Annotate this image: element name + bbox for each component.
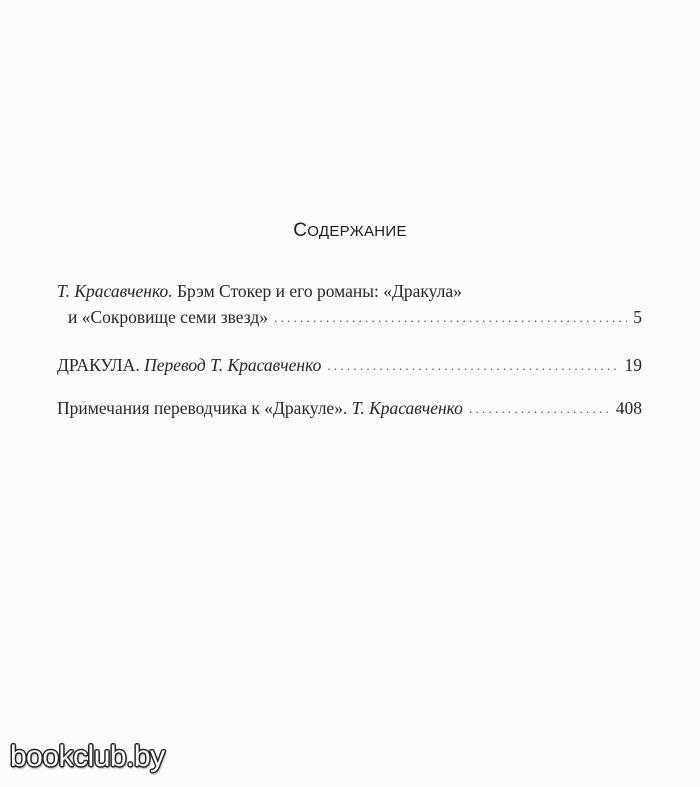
toc-entry-line <box>57 304 642 330</box>
toc-entry-translator: Перевод Т. Красавченко <box>144 355 322 375</box>
toc-entry-title: Брэм Стокер и его романы: «Дракула» <box>176 281 462 301</box>
toc-entry-line <box>57 278 642 304</box>
toc-entry-page: 408 <box>615 398 642 418</box>
watermark-logo: bookclub.by <box>10 740 165 773</box>
toc-entry-novel <box>57 352 642 378</box>
toc-entry-page: 5 <box>633 307 642 327</box>
toc-entry-author: Т. Красавченко <box>351 398 463 418</box>
leader-dots <box>469 396 610 422</box>
toc-heading <box>0 220 700 242</box>
toc-entry-line <box>57 395 642 421</box>
toc-entry-notes <box>57 395 642 421</box>
toc-heading-initial: С <box>293 220 308 241</box>
toc-entry-title: Примечания переводчика к «Дракуле». <box>57 398 348 418</box>
toc-heading-rest: ОДЕРЖАНИЕ <box>307 223 407 240</box>
leader-dots <box>327 353 618 379</box>
leader-dots <box>274 305 627 331</box>
toc-entry-line <box>57 352 642 378</box>
toc-entry-page: 19 <box>624 355 642 375</box>
toc-entry-title: ДРАКУЛА. <box>57 355 140 375</box>
toc-entry-essay <box>57 278 642 330</box>
toc-entry-title-continued: и «Сокровище семи звезд» <box>68 307 269 327</box>
toc-entry-author: Т. Красавченко. <box>57 281 173 301</box>
